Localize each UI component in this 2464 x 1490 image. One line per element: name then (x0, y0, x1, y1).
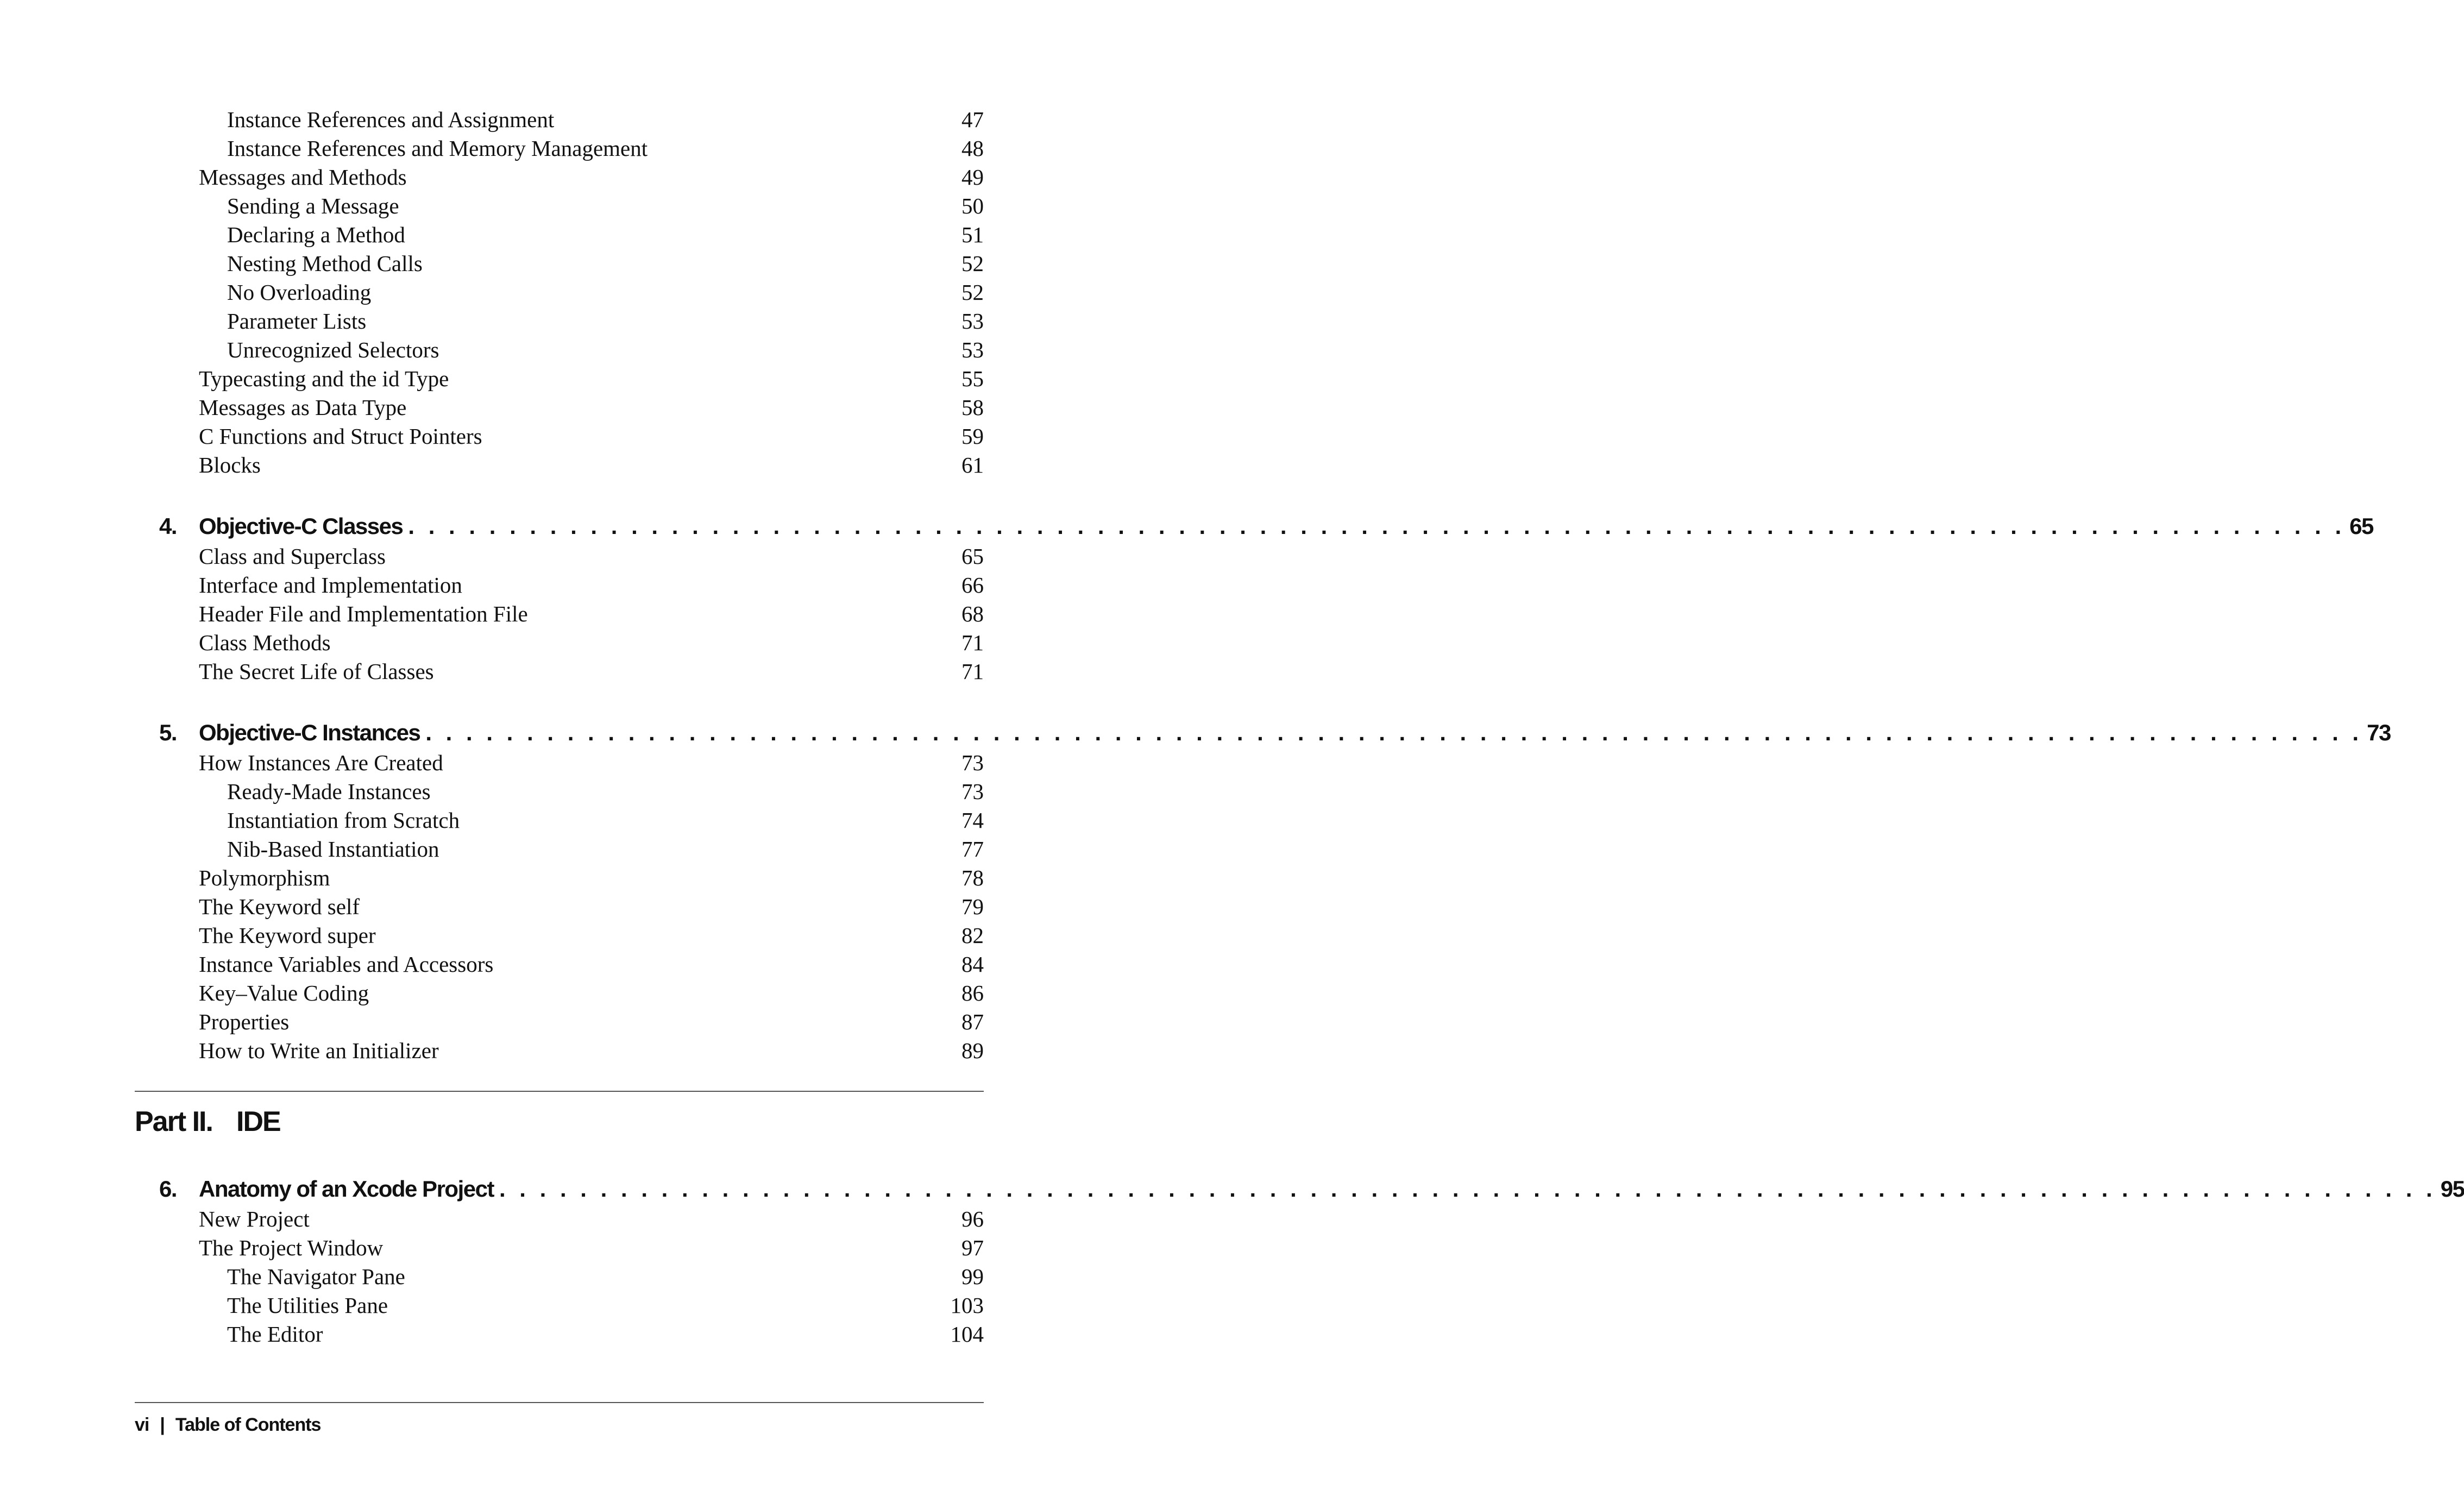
toc-entry-label: How to Write an Initializer (199, 1038, 439, 1063)
toc-entry-label: Nib-Based Instantiation (227, 837, 439, 862)
toc-entry-label: The Utilities Pane (227, 1293, 388, 1318)
toc-entry-page: 79 (961, 894, 984, 919)
toc-entry-label: Blocks (199, 452, 261, 477)
toc-entry[interactable] (0, 950, 1112, 979)
toc-entry-page: 53 (961, 309, 984, 334)
chapter-heading-5[interactable] (0, 717, 2391, 749)
toc-entry[interactable] (0, 307, 1112, 336)
toc-entry-page: 61 (961, 452, 984, 477)
toc-entry[interactable] (0, 105, 1112, 134)
toc-entry-label: Instance References and Memory Management (227, 136, 648, 161)
part-name: IDE (236, 1106, 280, 1137)
toc-entry-page: 52 (961, 280, 984, 305)
toc-entry-page: 77 (961, 837, 984, 862)
toc-entry[interactable] (0, 278, 1112, 307)
toc-entry[interactable] (0, 542, 1112, 571)
toc-entry-page: 71 (961, 630, 984, 655)
toc-entry-label: Instance References and Assignment (227, 107, 555, 132)
toc-entry[interactable] (0, 134, 1112, 163)
chapter-title: Objective-C Instances (199, 720, 420, 745)
toc-entry[interactable] (0, 1036, 1112, 1065)
toc-entry-page: 104 (950, 1322, 984, 1347)
toc-entry-page: 49 (961, 165, 984, 190)
chapter-heading-4[interactable] (0, 511, 2373, 542)
toc-entry-label: Instance Variables and Accessors (199, 952, 494, 977)
chapter-page: 95 (2440, 1176, 2464, 1202)
toc-entry[interactable] (0, 571, 1112, 600)
toc-entry-label: New Project (199, 1206, 310, 1231)
part-divider-rule (135, 1091, 984, 1092)
toc-entry[interactable] (0, 921, 1112, 950)
toc-entry-page: 71 (961, 659, 984, 684)
toc-entry[interactable] (0, 777, 1112, 806)
chapter-number: 4. (159, 513, 177, 539)
toc-entry-page: 55 (961, 366, 984, 391)
page-footer (135, 1412, 320, 1437)
toc-entry-label: No Overloading (227, 280, 372, 305)
toc-entry-page: 73 (961, 779, 984, 804)
toc-entry[interactable] (0, 892, 1112, 921)
toc-entry-page: 73 (961, 750, 984, 775)
toc-entry-label: The Secret Life of Classes (199, 659, 434, 684)
toc-entry-page: 99 (961, 1264, 984, 1289)
toc-entry[interactable] (0, 864, 1112, 892)
toc-entry-page: 97 (961, 1235, 984, 1260)
toc-entry-label: The Editor (227, 1322, 323, 1347)
toc-entry-page: 82 (961, 923, 984, 948)
toc-entry-page: 50 (961, 193, 984, 218)
footer-rule (135, 1402, 984, 1403)
dot-leader: . . . . . . . . . . . . . . . . . . . . . . . . . . . . . . . . . . . . . . . . . . . . . . . . . . . . . . . . . . . . . . . . . . . . . . . . . . . . . . . . . . . . . . . . . . . . . . . . (499, 1176, 2436, 1202)
toc-entry-label: The Keyword self (199, 894, 360, 919)
toc-entry-label: C Functions and Struct Pointers (199, 424, 482, 449)
toc-entry-label: How Instances Are Created (199, 750, 443, 775)
toc-entry[interactable] (0, 221, 1112, 249)
toc-entry-page: 66 (961, 573, 984, 598)
toc-entry-label: Header File and Implementation File (199, 601, 528, 626)
toc-entry-label: The Project Window (199, 1235, 384, 1260)
footer-separator: | (160, 1414, 165, 1435)
toc-entry-page: 53 (961, 337, 984, 362)
toc-entry[interactable] (0, 451, 1112, 480)
toc-entry-label: Messages as Data Type (199, 395, 407, 420)
chapter-heading-6[interactable] (0, 1173, 2464, 1205)
toc-entry[interactable] (0, 749, 1112, 777)
toc-entry-label: Parameter Lists (227, 309, 367, 334)
toc-entry-page: 74 (961, 808, 984, 833)
toc-entry[interactable] (0, 192, 1112, 221)
dot-leader: . . . . . . . . . . . . . . . . . . . . . . . . . . . . . . . . . . . . . . . . . . . . . . . . . . . . . . . . . . . . . . . . . . . . . . . . . . . . . . . . . . . . . . . . . . . . . . . . (425, 720, 2363, 745)
toc-entry[interactable] (0, 422, 1112, 451)
toc-entry-page: 103 (950, 1293, 984, 1318)
chapter-page: 73 (2367, 720, 2391, 745)
toc-entry-label: Declaring a Method (227, 222, 405, 247)
toc-entry[interactable] (0, 393, 1112, 422)
toc-entry-page: 65 (961, 544, 984, 569)
toc-entry-label: Nesting Method Calls (227, 251, 423, 276)
toc-entry-page: 58 (961, 395, 984, 420)
toc-entry[interactable] (0, 336, 1112, 364)
toc-entry-page: 86 (961, 980, 984, 1005)
toc-entry-page: 47 (961, 107, 984, 132)
chapter-page: 65 (2349, 513, 2373, 539)
toc-entry-page: 52 (961, 251, 984, 276)
toc-entry[interactable] (0, 979, 1112, 1008)
part-number: Part II. (135, 1106, 212, 1137)
chapter-number: 5. (159, 720, 177, 745)
toc-entry[interactable] (0, 249, 1112, 278)
chapter-title: Anatomy of an Xcode Project (199, 1176, 494, 1202)
chapter-number: 6. (159, 1176, 177, 1202)
toc-entry-label: Sending a Message (227, 193, 399, 218)
toc-entry-page: 68 (961, 601, 984, 626)
toc-entry-label: Typecasting and the id Type (199, 366, 449, 391)
toc-entry-label: Key–Value Coding (199, 980, 369, 1005)
toc-entry-label: Interface and Implementation (199, 573, 462, 598)
toc-entry[interactable] (0, 1008, 1112, 1036)
toc-entry-label: Properties (199, 1009, 290, 1034)
toc-entry-label: Ready-Made Instances (227, 779, 431, 804)
toc-entry-page: 96 (961, 1206, 984, 1231)
toc-entry-label: The Navigator Pane (227, 1264, 405, 1289)
toc-entry-label: The Keyword super (199, 923, 376, 948)
toc-entry[interactable] (0, 628, 1112, 657)
toc-entry-page: 59 (961, 424, 984, 449)
toc-entry[interactable] (0, 1205, 1112, 1234)
toc-entry-page: 51 (961, 222, 984, 247)
chapter-title: Objective-C Classes (199, 513, 403, 539)
footer-running-title: Table of Contents (175, 1414, 321, 1435)
toc-entry[interactable] (0, 163, 1112, 192)
toc-entry-label: Class and Superclass (199, 544, 386, 569)
toc-entry-page: 87 (961, 1009, 984, 1034)
toc-entry-label: Unrecognized Selectors (227, 337, 439, 362)
footer-page-number: vi (135, 1414, 149, 1435)
toc-entry[interactable] (0, 1320, 1112, 1349)
toc-entry[interactable] (0, 1234, 1112, 1262)
toc-entry[interactable] (0, 657, 1112, 686)
toc-entry-label: Polymorphism (199, 865, 330, 890)
toc-entry[interactable] (0, 806, 1112, 835)
toc-entry-page: 84 (961, 952, 984, 977)
toc-entry-page: 89 (961, 1038, 984, 1063)
toc-entry-page: 48 (961, 136, 984, 161)
toc-entry-label: Messages and Methods (199, 165, 407, 190)
toc-entry[interactable] (0, 1262, 1112, 1291)
toc-entry[interactable] (0, 1291, 1112, 1320)
toc-entry-label: Class Methods (199, 630, 331, 655)
toc-entry[interactable] (0, 364, 1112, 393)
toc-entry-page: 78 (961, 865, 984, 890)
toc-entry[interactable] (0, 835, 1112, 864)
toc-entry[interactable] (0, 600, 1112, 628)
dot-leader: . . . . . . . . . . . . . . . . . . . . . . . . . . . . . . . . . . . . . . . . . . . . . . . . . . . . . . . . . . . . . . . . . . . . . . . . . . . . . . . . . . . . . . . . . . . . . . . . (408, 513, 2346, 539)
toc-entry-label: Instantiation from Scratch (227, 808, 460, 833)
